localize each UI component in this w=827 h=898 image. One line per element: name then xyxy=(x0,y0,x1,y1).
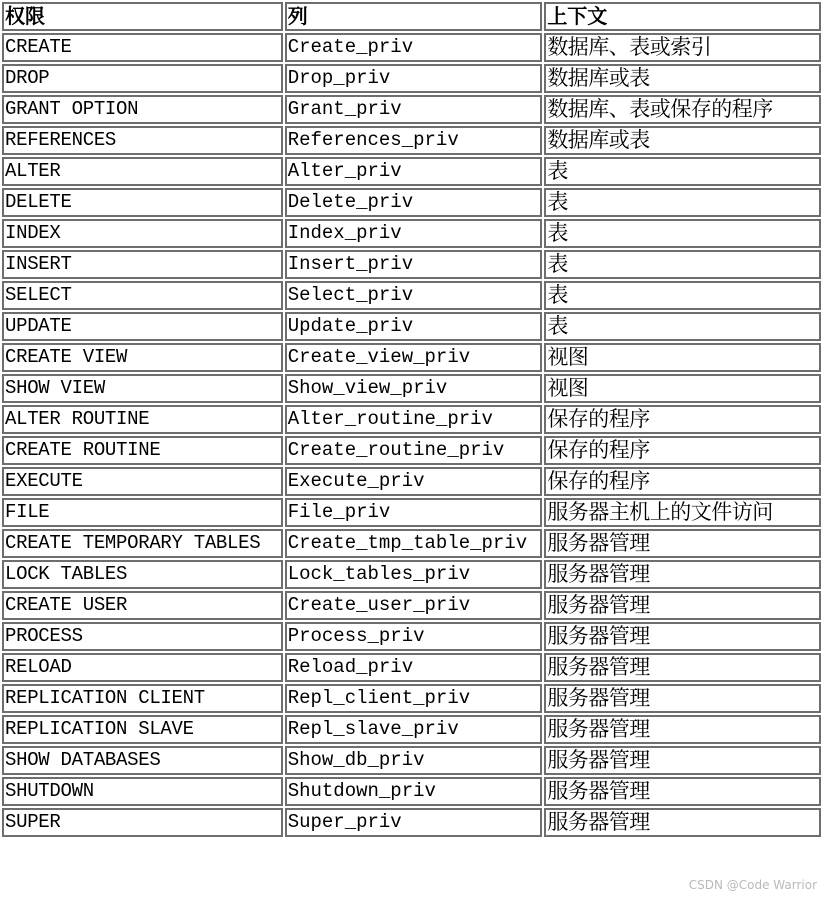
privilege-cell: REPLICATION CLIENT xyxy=(2,684,283,713)
header-row xyxy=(2,2,821,31)
column-cell: Update_priv xyxy=(285,312,543,341)
column-cell: Process_priv xyxy=(285,622,543,651)
column-cell: Reload_priv xyxy=(285,653,543,682)
column-cell: Super_priv xyxy=(285,808,543,837)
context-cell: 表 xyxy=(544,312,821,341)
column-cell: Grant_priv xyxy=(285,95,543,124)
csdn-watermark: CSDN @Code Warrior xyxy=(688,878,817,892)
privilege-cell: GRANT OPTION xyxy=(2,95,283,124)
privilege-cell: CREATE USER xyxy=(2,591,283,620)
table-row xyxy=(2,529,821,558)
privilege-cell: DROP xyxy=(2,64,283,93)
privilege-cell: ALTER ROUTINE xyxy=(2,405,283,434)
privilege-cell: REPLICATION SLAVE xyxy=(2,715,283,744)
table-row xyxy=(2,64,821,93)
column-cell: Repl_slave_priv xyxy=(285,715,543,744)
privilege-cell: EXECUTE xyxy=(2,467,283,496)
column-cell: Shutdown_priv xyxy=(285,777,543,806)
privilege-cell: INDEX xyxy=(2,219,283,248)
privilege-cell: PROCESS xyxy=(2,622,283,651)
privilege-cell: CREATE TEMPORARY TABLES xyxy=(2,529,283,558)
column-cell: Create_priv xyxy=(285,33,543,62)
table-row xyxy=(2,436,821,465)
column-cell: Alter_priv xyxy=(285,157,543,186)
context-cell: 表 xyxy=(544,157,821,186)
privilege-cell: SUPER xyxy=(2,808,283,837)
header-privilege: 权限 xyxy=(2,2,283,31)
table-row xyxy=(2,467,821,496)
context-cell: 表 xyxy=(544,281,821,310)
table-row xyxy=(2,281,821,310)
table-row xyxy=(2,188,821,217)
header-context: 上下文 xyxy=(544,2,821,31)
table-row xyxy=(2,498,821,527)
context-cell: 表 xyxy=(544,219,821,248)
context-cell: 视图 xyxy=(544,374,821,403)
column-cell: Show_db_priv xyxy=(285,746,543,775)
context-cell: 服务器管理 xyxy=(544,560,821,589)
table-row xyxy=(2,312,821,341)
context-cell: 服务器管理 xyxy=(544,715,821,744)
column-cell: Index_priv xyxy=(285,219,543,248)
table-row xyxy=(2,219,821,248)
context-cell: 服务器管理 xyxy=(544,591,821,620)
column-cell: Create_view_priv xyxy=(285,343,543,372)
column-cell: Create_user_priv xyxy=(285,591,543,620)
table-row xyxy=(2,622,821,651)
table-row xyxy=(2,405,821,434)
privilege-cell: RELOAD xyxy=(2,653,283,682)
table-row xyxy=(2,560,821,589)
column-cell: Delete_priv xyxy=(285,188,543,217)
context-cell: 保存的程序 xyxy=(544,405,821,434)
table-row xyxy=(2,33,821,62)
table-row xyxy=(2,684,821,713)
column-cell: Repl_client_priv xyxy=(285,684,543,713)
column-cell: Create_routine_priv xyxy=(285,436,543,465)
table-row xyxy=(2,95,821,124)
table-row xyxy=(2,591,821,620)
context-cell: 视图 xyxy=(544,343,821,372)
table-row xyxy=(2,808,821,837)
privilege-cell: ALTER xyxy=(2,157,283,186)
privilege-cell: LOCK TABLES xyxy=(2,560,283,589)
context-cell: 服务器管理 xyxy=(544,529,821,558)
context-cell: 保存的程序 xyxy=(544,467,821,496)
context-cell: 数据库、表或保存的程序 xyxy=(544,95,821,124)
column-cell: Execute_priv xyxy=(285,467,543,496)
column-cell: File_priv xyxy=(285,498,543,527)
column-cell: Select_priv xyxy=(285,281,543,310)
column-cell: References_priv xyxy=(285,126,543,155)
column-cell: Insert_priv xyxy=(285,250,543,279)
privilege-cell: REFERENCES xyxy=(2,126,283,155)
privilege-cell: DELETE xyxy=(2,188,283,217)
context-cell: 服务器主机上的文件访问 xyxy=(544,498,821,527)
privilege-cell: CREATE xyxy=(2,33,283,62)
privilege-cell: SHOW DATABASES xyxy=(2,746,283,775)
privilege-cell: UPDATE xyxy=(2,312,283,341)
privilege-cell: FILE xyxy=(2,498,283,527)
table-row xyxy=(2,343,821,372)
privilege-cell: SELECT xyxy=(2,281,283,310)
context-cell: 服务器管理 xyxy=(544,808,821,837)
column-cell: Create_tmp_table_priv xyxy=(285,529,543,558)
context-cell: 数据库、表或索引 xyxy=(544,33,821,62)
column-cell: Alter_routine_priv xyxy=(285,405,543,434)
column-cell: Drop_priv xyxy=(285,64,543,93)
privilege-cell: SHUTDOWN xyxy=(2,777,283,806)
table-row xyxy=(2,715,821,744)
table-header xyxy=(2,2,821,31)
privilege-cell: CREATE VIEW xyxy=(2,343,283,372)
context-cell: 表 xyxy=(544,250,821,279)
table-row xyxy=(2,374,821,403)
context-cell: 服务器管理 xyxy=(544,746,821,775)
context-cell: 数据库或表 xyxy=(544,64,821,93)
context-cell: 数据库或表 xyxy=(544,126,821,155)
table-row xyxy=(2,777,821,806)
column-cell: Lock_tables_priv xyxy=(285,560,543,589)
privilege-cell: INSERT xyxy=(2,250,283,279)
table-row xyxy=(2,250,821,279)
table-row xyxy=(2,126,821,155)
table-row xyxy=(2,653,821,682)
context-cell: 服务器管理 xyxy=(544,777,821,806)
context-cell: 服务器管理 xyxy=(544,622,821,651)
privilege-cell: CREATE ROUTINE xyxy=(2,436,283,465)
table-body xyxy=(2,33,821,837)
column-cell: Show_view_priv xyxy=(285,374,543,403)
privilege-cell: SHOW VIEW xyxy=(2,374,283,403)
table-row xyxy=(2,157,821,186)
table-row xyxy=(2,746,821,775)
header-column: 列 xyxy=(285,2,543,31)
context-cell: 服务器管理 xyxy=(544,684,821,713)
context-cell: 服务器管理 xyxy=(544,653,821,682)
context-cell: 保存的程序 xyxy=(544,436,821,465)
context-cell: 表 xyxy=(544,188,821,217)
